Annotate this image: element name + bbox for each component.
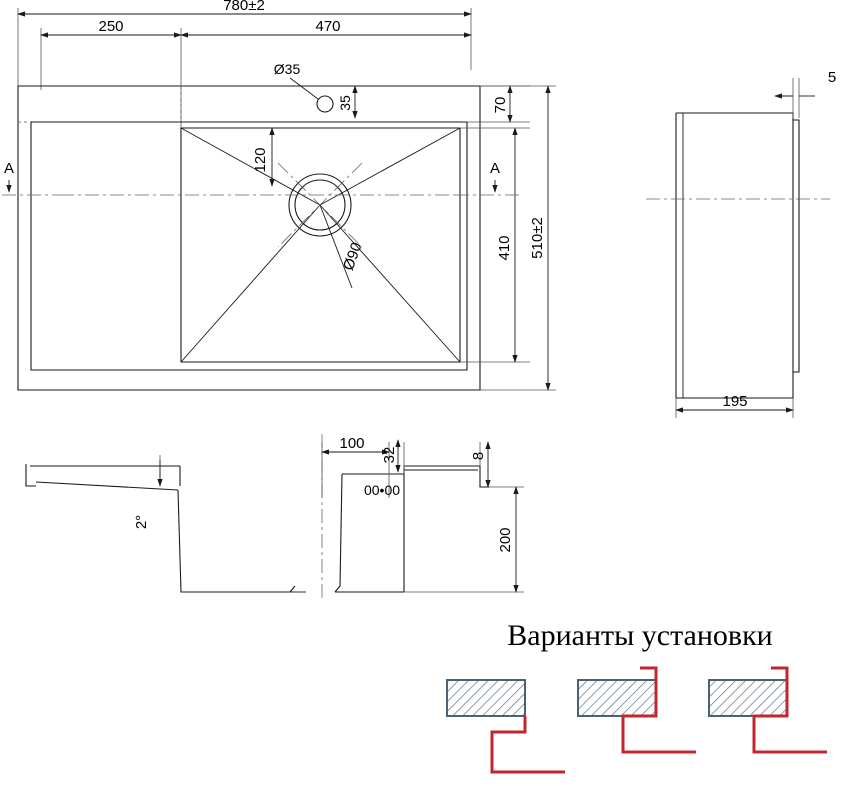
dim-drain-channel: 100	[339, 435, 365, 452]
section-a-a	[26, 434, 524, 600]
variant-1-flush-mount	[447, 680, 565, 772]
top-view	[2, 0, 556, 390]
side-view-right	[646, 69, 836, 418]
dim-drain-dia: Ø90	[339, 240, 366, 273]
variant-2-top-mount	[578, 668, 696, 752]
dim-back-edge: 70	[492, 96, 509, 114]
installation-variants-heading: Варианты установки	[507, 619, 773, 652]
section-mark-a-right: A	[489, 160, 501, 177]
dim-bowl-top-offset: 120	[252, 147, 269, 173]
dim-rim-thickness: 5	[827, 69, 837, 86]
dim-step: 32	[381, 446, 398, 464]
dim-overall-depth: 510±2	[529, 217, 546, 259]
section-mark-a-left: A	[3, 160, 15, 177]
dim-tap-hole-offset: 35	[337, 95, 353, 111]
dim-rim-lip: 8	[470, 451, 487, 461]
installation-variants	[447, 619, 827, 772]
dim-right-segment: 470	[315, 18, 341, 35]
dim-slope-angle: 2°	[133, 514, 150, 530]
dim-bowl-depth: 200	[497, 527, 514, 553]
dim-overall-width: 780±2	[223, 0, 265, 14]
variant-3-undermount	[709, 668, 827, 752]
dim-left-segment: 250	[98, 18, 124, 35]
dim-tap-hole-dia: Ø35	[273, 61, 301, 77]
dim-side-depth: 195	[722, 393, 748, 410]
section-marker-label: 00•00	[363, 482, 401, 498]
dim-bowl-height: 410	[496, 235, 513, 261]
